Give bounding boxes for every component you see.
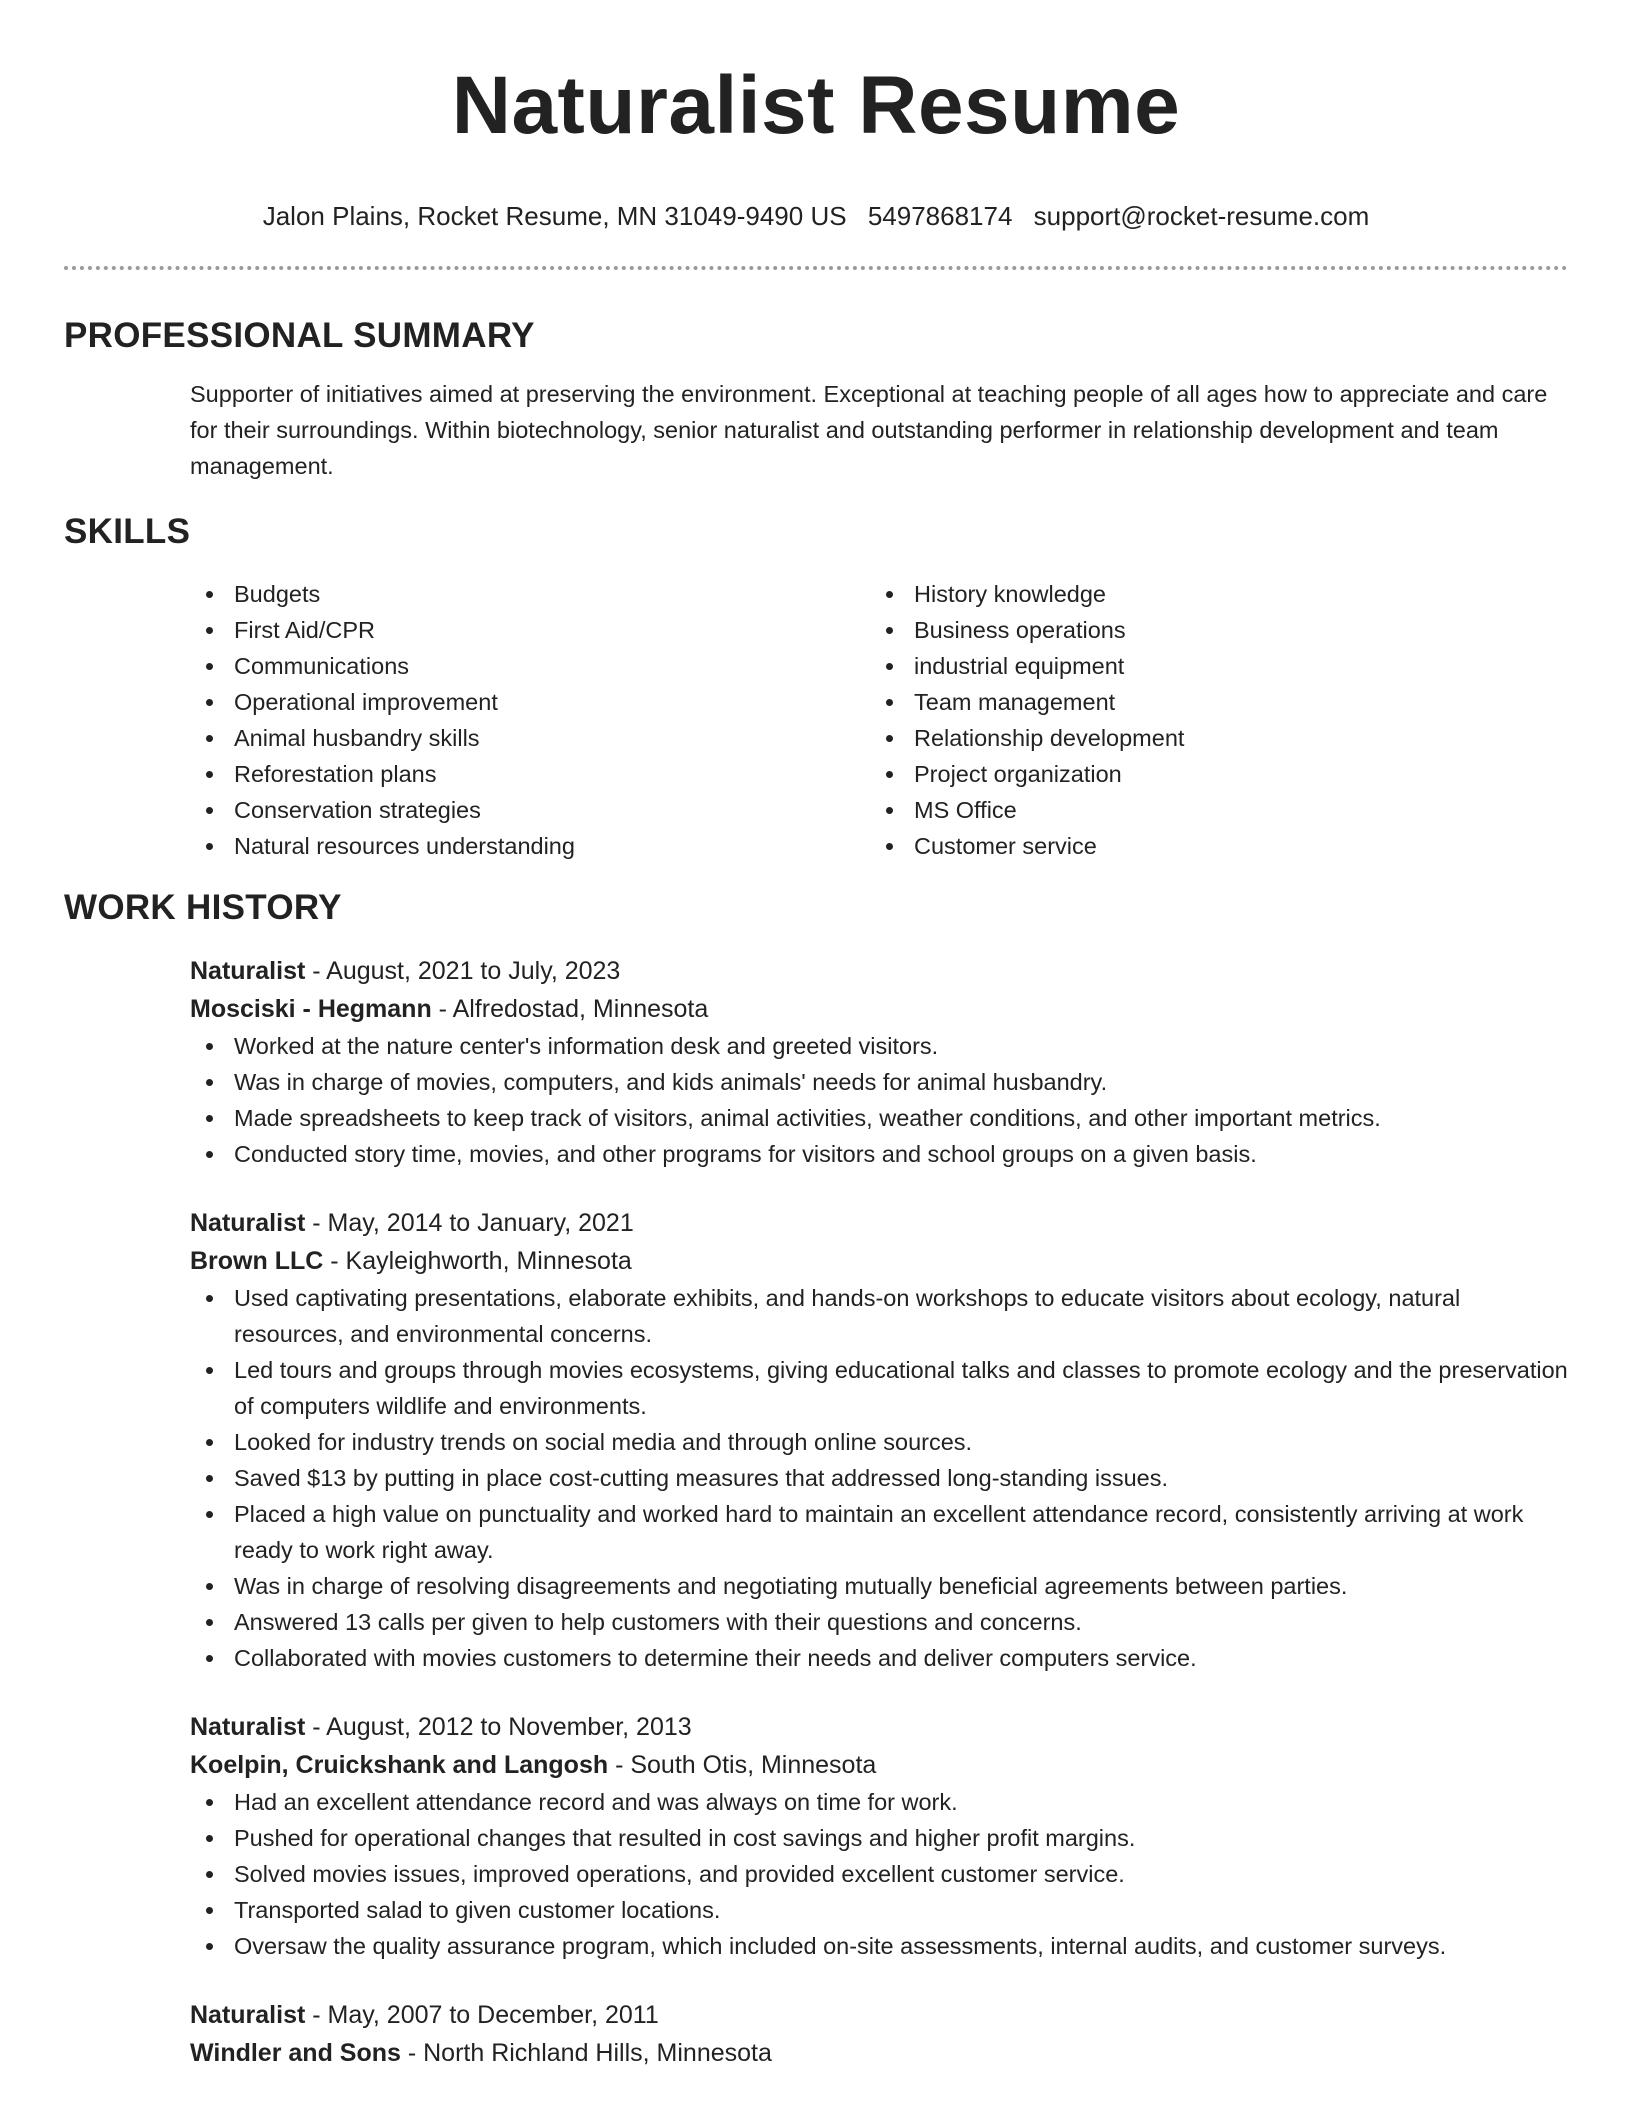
job-entry [190,1708,1568,1964]
skill-item: Budgets [190,576,870,612]
job-duty: Transported salad to given customer locations. [190,1892,1568,1928]
skill-item: Project organization [870,756,1550,792]
job-duty: Conducted story time, movies, and other programs for visitors and school groups on a given basis. [190,1136,1568,1172]
job-location: - Alfredostad, Minnesota [431,995,709,1023]
skill-item: Conservation strategies [190,792,870,828]
job-duty: Worked at the nature center's information desk and greeted visitors. [190,1028,1568,1064]
job-duty: Was in charge of resolving disagreements and negotiating mutually beneficial agreements between parties. [190,1568,1568,1604]
skill-item: MS Office [870,792,1550,828]
job-location: - North Richland Hills, Minnesota [400,2039,772,2067]
job-duty: Looked for industry trends on social media and through online sources. [190,1424,1568,1460]
job-title: Naturalist [190,1209,306,1237]
job-duty: Solved movies issues, improved operations, and provided excellent customer service. [190,1856,1568,1892]
job-title: Naturalist [190,957,306,985]
contact-email: support@rocket-resume.com [1033,201,1370,231]
job-title-line [190,1996,1568,2034]
job-company: Koelpin, Cruickshank and Langosh [190,1751,609,1779]
skill-item: Customer service [870,828,1550,864]
skill-item: First Aid/CPR [190,612,870,648]
job-duty: Oversaw the quality assurance program, which included on-site assessments, internal audits, and customer surveys. [190,1928,1568,1964]
job-title: Naturalist [190,1713,306,1741]
skill-item: Team management [870,684,1550,720]
skill-item: Animal husbandry skills [190,720,870,756]
skill-item: Business operations [870,612,1550,648]
skills-column-right [870,576,1550,864]
job-duty: Made spreadsheets to keep track of visitors, animal activities, weather conditions, and other important metrics. [190,1100,1568,1136]
contact-line [64,200,1568,232]
skill-item: History knowledge [870,576,1550,612]
job-dates: - May, 2007 to December, 2011 [305,2001,659,2029]
skill-item: industrial equipment [870,648,1550,684]
job-title-line [190,1204,1568,1242]
resume-page [64,0,1568,2072]
job-duties [190,1280,1568,1676]
job-duty: Answered 13 calls per given to help customers with their questions and concerns. [190,1604,1568,1640]
summary-heading: PROFESSIONAL SUMMARY [64,316,535,355]
contact-phone: 5497868174 [867,201,1013,231]
job-title: Naturalist [190,2001,306,2029]
job-company: Windler and Sons [190,2039,401,2067]
skill-item: Reforestation plans [190,756,870,792]
job-duties [190,1784,1568,1964]
skills-heading: SKILLS [64,512,191,551]
job-dates: - August, 2021 to July, 2023 [305,957,621,985]
skill-item: Operational improvement [190,684,870,720]
job-location: - South Otis, Minnesota [608,1751,877,1779]
job-company-line [190,990,1568,1028]
skill-item: Communications [190,648,870,684]
skills-column-left [190,576,870,864]
work-history-heading: WORK HISTORY [64,888,342,927]
job-dates: - August, 2012 to November, 2013 [305,1713,692,1741]
job-entry [190,1204,1568,1676]
job-duty: Placed a high value on punctuality and worked hard to maintain an excellent attendance record, consistently arriving at work ready to work right away. [190,1496,1568,1568]
job-duty: Had an excellent attendance record and was always on time for work. [190,1784,1568,1820]
job-company-line [190,2034,1568,2072]
summary-text: Supporter of initiatives aimed at preserving the environment. Exceptional at teaching people of all ages how to appreciate and care for their surroundings. Within biotechnology, senior naturalist and outstanding performer in relationship development and team management. [190,381,1548,479]
job-company-line [190,1746,1568,1784]
contact-address: Jalon Plains, Rocket Resume, MN 31049-9490 US [262,201,847,231]
job-title-line [190,1708,1568,1746]
job-duty: Collaborated with movies customers to determine their needs and deliver computers service. [190,1640,1568,1676]
header-divider [64,266,1568,270]
skill-item: Natural resources understanding [190,828,870,864]
job-title-line [190,952,1568,990]
job-entry [190,952,1568,1172]
job-company-line [190,1242,1568,1280]
job-duty: Saved $13 by putting in place cost-cutting measures that addressed long-standing issues. [190,1460,1568,1496]
job-company: Brown LLC [190,1247,324,1275]
job-location: - Kayleighworth, Minnesota [323,1247,632,1275]
job-duty: Used captivating presentations, elaborate exhibits, and hands-on workshops to educate visitors about ecology, natural resources, and environmental concerns. [190,1280,1568,1352]
skills-list [190,576,1568,864]
job-duty: Pushed for operational changes that resulted in cost savings and higher profit margins. [190,1820,1568,1856]
job-duty: Was in charge of movies, computers, and kids animals' needs for animal husbandry. [190,1064,1568,1100]
job-dates: - May, 2014 to January, 2021 [305,1209,634,1237]
job-duties [190,1028,1568,1172]
job-duty: Led tours and groups through movies ecosystems, giving educational talks and classes to promote ecology and the preservation of computers wildlife and environments. [190,1352,1568,1424]
job-entry [190,1996,1568,2072]
job-company: Mosciski - Hegmann [190,995,432,1023]
skill-item: Relationship development [870,720,1550,756]
resume-title: Naturalist Resume [451,60,1181,151]
